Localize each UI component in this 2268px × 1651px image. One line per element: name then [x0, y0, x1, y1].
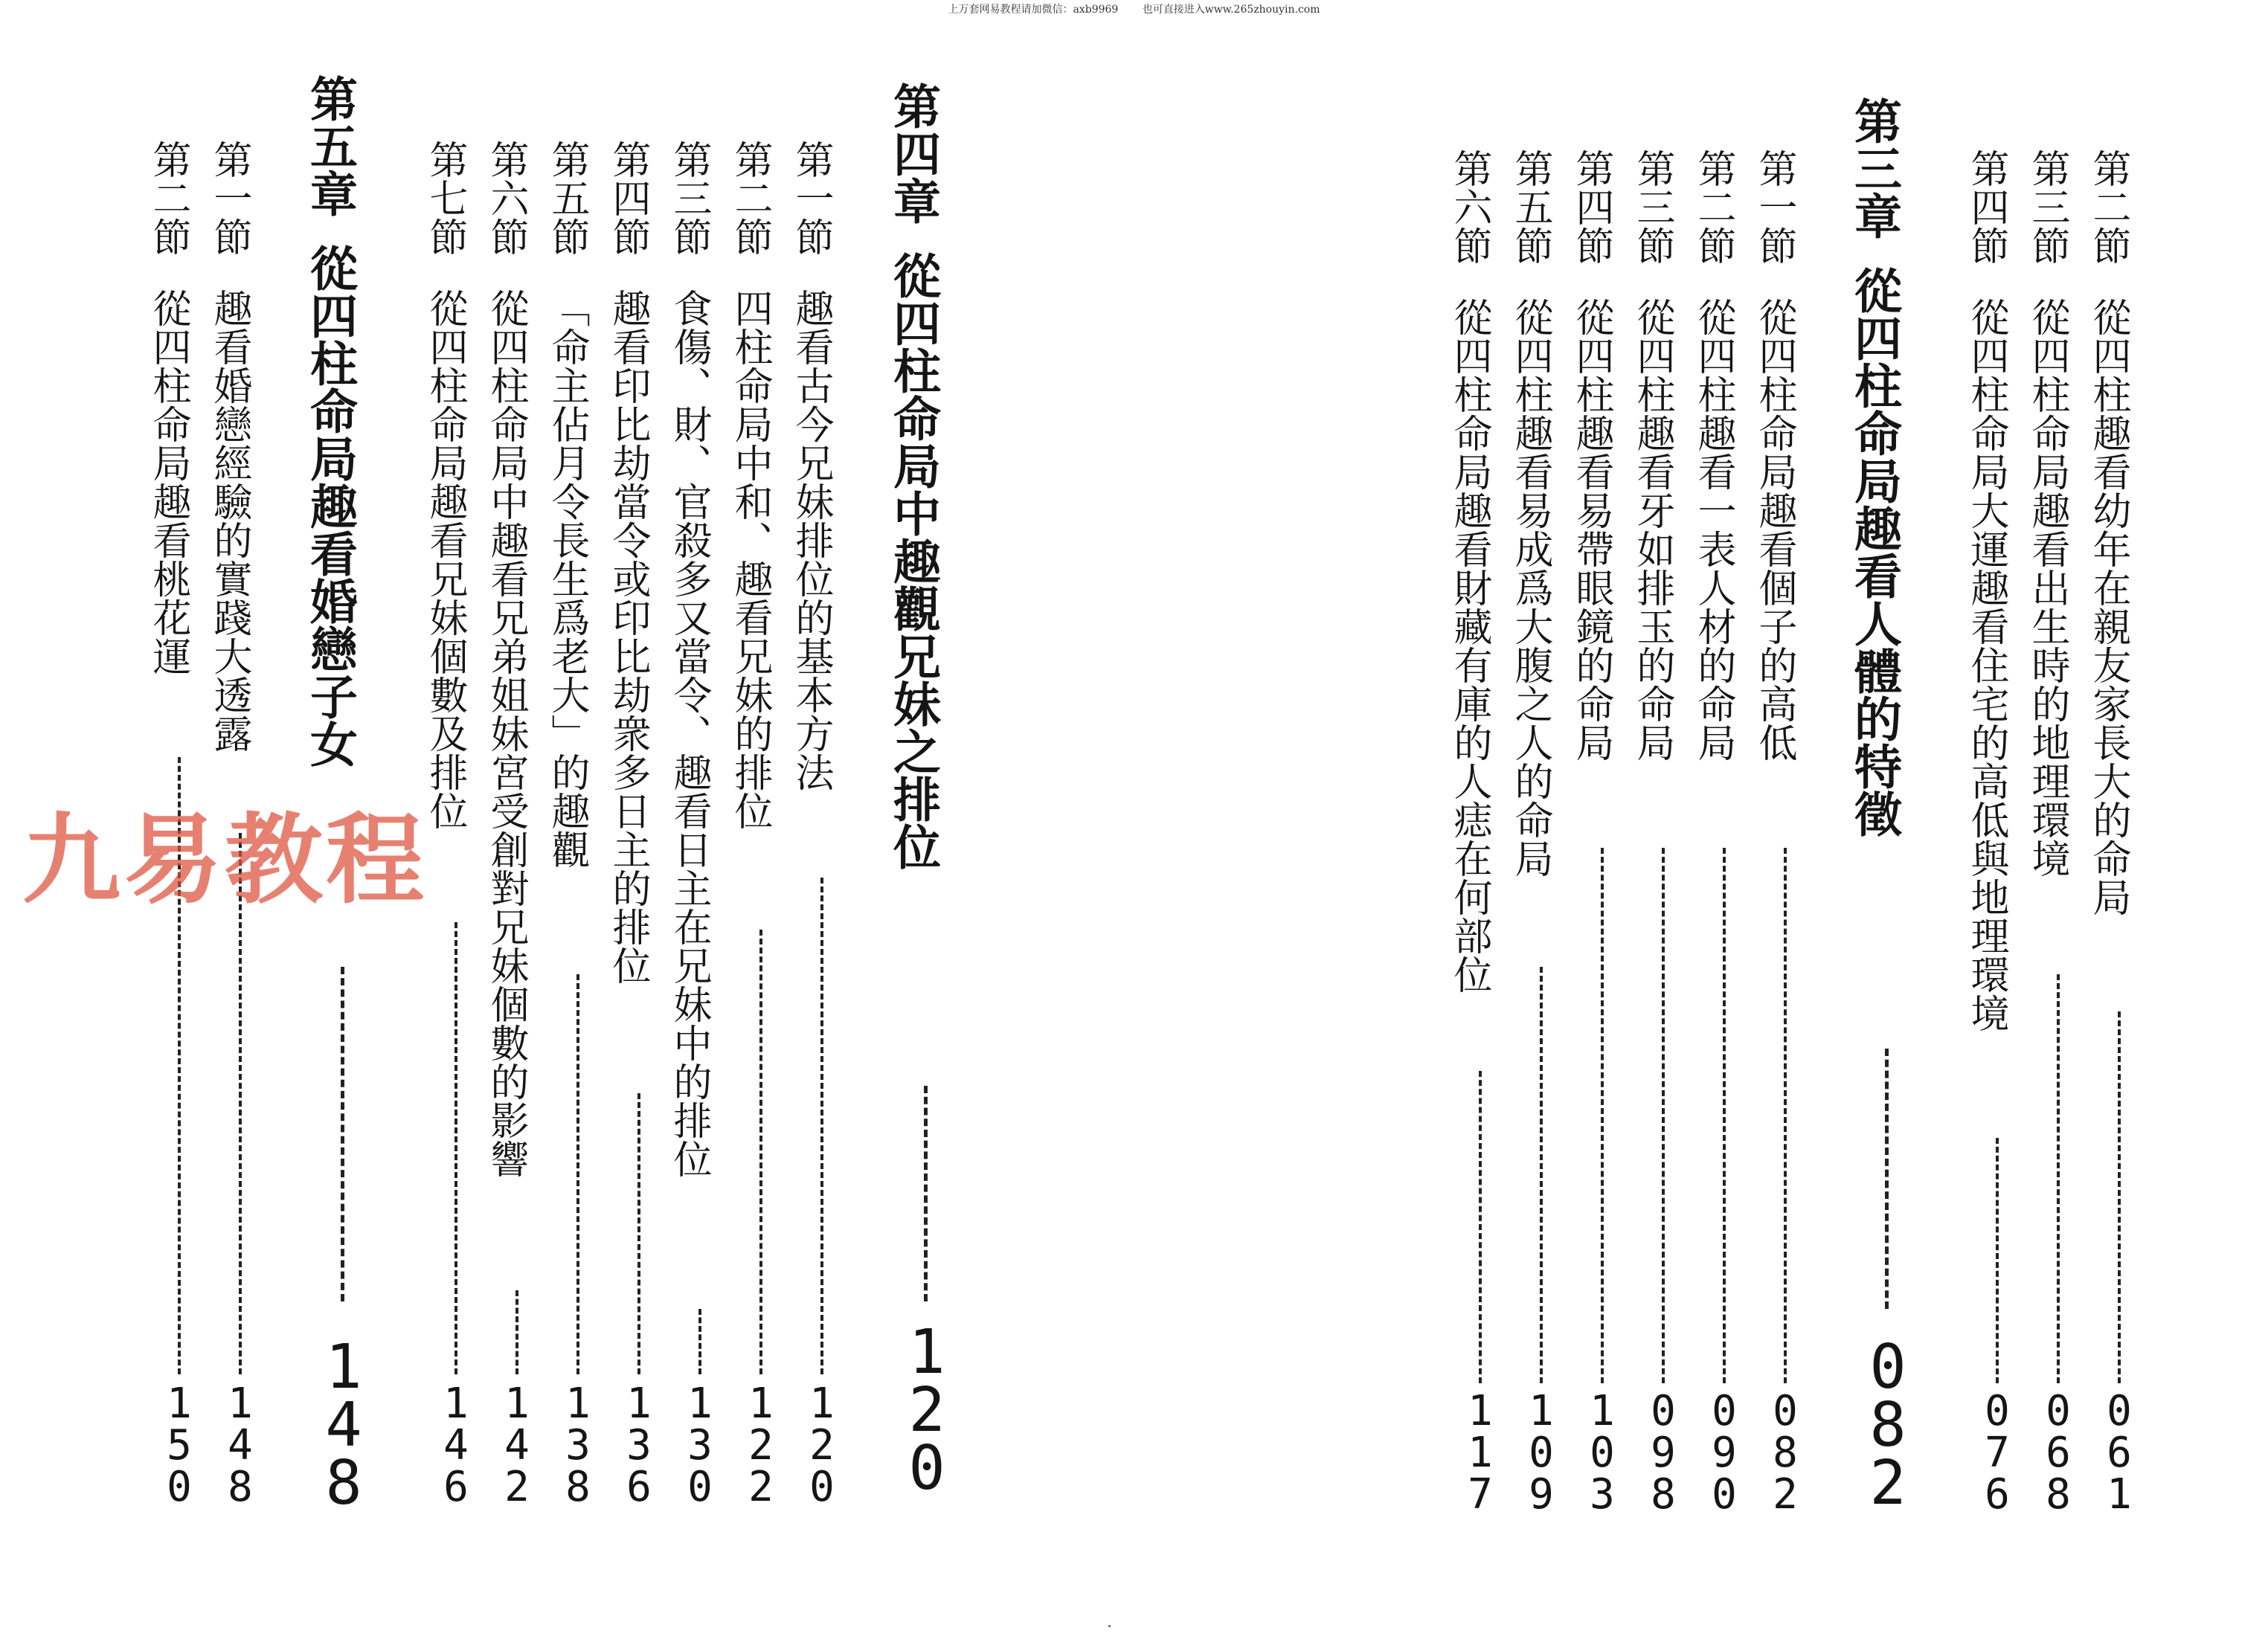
page-number: 1 2 0 — [809, 1380, 835, 1511]
page-number: 1 4 8 — [228, 1380, 253, 1511]
section-number: 第三節 — [2025, 149, 2069, 265]
section-title: 從四柱命局趣看桃花運 — [146, 289, 190, 675]
section-number: 第七節 — [423, 140, 467, 256]
dotted-leader — [1723, 848, 1726, 1383]
section-title: 四柱命局中和、趣看兄妹的排位 — [727, 289, 772, 830]
section-title: 從四柱命局趣看財藏有庫的人痣在何部位 — [1447, 297, 1491, 994]
toc-entry-ch4-sec5[interactable] — [544, 140, 589, 869]
section-title: 從四柱命局趣看個子的高低 — [1752, 297, 1796, 762]
toc-entry-ch5-sec2[interactable] — [146, 140, 190, 675]
dotted-leader — [1885, 1049, 1889, 1309]
chapter-page-number: 1 2 0 — [908, 1317, 945, 1504]
toc-entry-ch2-sec2[interactable] — [2086, 149, 2130, 916]
toc-entry-ch5-sec1[interactable] — [207, 140, 251, 753]
watermark-logo: 九易教程 — [22, 803, 427, 918]
section-title: 從四柱命局趣看兄妹個數及排位 — [423, 289, 467, 830]
toc-chapter-3[interactable] — [1846, 97, 1901, 837]
page-number: 1 0 3 — [1590, 1387, 1615, 1519]
section-title: 從四柱趣看易帶眼鏡的命局 — [1569, 297, 1613, 762]
chapter-title: 從四柱命局趣看婚戀子女 — [302, 244, 358, 767]
chapter-number: 第四章 — [885, 82, 941, 225]
page-number: 1 3 0 — [687, 1380, 713, 1511]
section-number: 第一節 — [1752, 149, 1796, 265]
dotted-leader — [2118, 1011, 2121, 1383]
chapter-page-number: 0 8 2 — [1869, 1332, 1906, 1519]
chapter-title: 從四柱命局趣看人體的特徵 — [1846, 266, 1902, 837]
page-number: 1 0 9 — [1529, 1387, 1554, 1519]
chapter-number: 第三章 — [1846, 97, 1902, 239]
dotted-leader — [1996, 1138, 1999, 1383]
toc-entry-ch4-sec3[interactable] — [666, 140, 711, 1178]
section-number: 第五節 — [1508, 149, 1552, 265]
toc-entry-ch3-sec2[interactable] — [1691, 149, 1735, 762]
dotted-leader — [1540, 967, 1543, 1383]
page-mark — [1108, 1625, 1111, 1627]
dotted-leader — [698, 1309, 701, 1374]
toc-entry-ch2-sec3[interactable] — [2025, 149, 2069, 878]
section-title: 從四柱命局趣看出生時的地理環境 — [2025, 297, 2069, 878]
toc-chapter-5[interactable] — [302, 74, 357, 767]
page-number: 0 6 1 — [2107, 1387, 2132, 1519]
chapter-page-number: 1 4 8 — [325, 1332, 362, 1519]
section-number: 第一節 — [788, 140, 833, 256]
toc-entry-ch4-sec1[interactable] — [788, 140, 833, 791]
toc-entry-ch3-sec4[interactable] — [1569, 149, 1613, 762]
section-number: 第六節 — [1447, 149, 1491, 265]
dotted-leader — [576, 974, 579, 1374]
page-number: 1 4 2 — [504, 1380, 530, 1511]
dotted-leader — [1601, 848, 1604, 1383]
page-number: 1 3 8 — [565, 1380, 591, 1511]
banner-wechat-text: 上万套网易教程请加微信：axb9969 — [948, 4, 1119, 16]
dotted-leader — [924, 1086, 928, 1301]
toc-chapter-4[interactable] — [885, 82, 940, 870]
section-title: 食傷、財、官殺多又當令、趣看日主在兄妹中的排位 — [666, 289, 711, 1178]
page-number: 0 7 6 — [1985, 1387, 2010, 1519]
dotted-leader — [637, 1093, 640, 1374]
section-title: 「命主佔月令長生爲老大」的趣觀 — [544, 289, 589, 869]
toc-entry-ch4-sec7[interactable] — [423, 140, 467, 830]
page-number: 0 8 2 — [1773, 1387, 1798, 1519]
section-title: 從四柱命局中趣看兄弟姐妹宮受創對兄妹個數的影響 — [484, 289, 528, 1178]
section-title: 趣看婚戀經驗的實踐大透露 — [207, 289, 251, 753]
banner-website-text: 也可直接进入www.265zhouyin.com — [1142, 4, 1320, 16]
section-title: 從四柱趣看易成爲大腹之人的命局 — [1508, 297, 1552, 878]
section-number: 第五節 — [544, 140, 589, 256]
section-title: 從四柱趣看牙如排玉的命局 — [1630, 297, 1674, 762]
dotted-leader — [341, 967, 344, 1301]
toc-entry-ch3-sec6[interactable] — [1447, 149, 1491, 994]
toc-entry-ch2-sec4[interactable] — [1964, 149, 2008, 1032]
toc-entry-ch4-sec4[interactable] — [605, 140, 650, 985]
dotted-leader — [515, 1290, 518, 1374]
page-number: 1 1 7 — [1468, 1387, 1493, 1519]
section-title: 從四柱命局大運趣看住宅的高低與地理環境 — [1964, 297, 2008, 1032]
dotted-leader — [1784, 848, 1787, 1383]
chapter-number: 第五章 — [302, 74, 358, 217]
toc-entry-ch4-sec2[interactable] — [727, 140, 772, 830]
page-number: 0 9 0 — [1712, 1387, 1737, 1519]
page-number: 1 5 0 — [167, 1380, 192, 1511]
section-title: 趣看古今兄妹排位的基本方法 — [788, 289, 833, 791]
section-number: 第六節 — [484, 140, 528, 256]
page-number: 1 4 6 — [443, 1380, 469, 1511]
dotted-leader — [1662, 848, 1665, 1383]
dotted-leader — [454, 922, 457, 1374]
page-number: 0 6 8 — [2046, 1387, 2071, 1519]
dotted-leader — [1479, 1071, 1482, 1383]
top-banner — [0, 1, 2268, 16]
toc-entry-ch4-sec6[interactable] — [484, 140, 528, 1178]
section-number: 第二節 — [727, 140, 772, 256]
toc-entry-ch3-sec3[interactable] — [1630, 149, 1674, 762]
section-number: 第二節 — [2086, 149, 2130, 265]
section-title: 從四柱趣看幼年在親友家長大的命局 — [2086, 297, 2130, 916]
section-number: 第四節 — [1569, 149, 1613, 265]
chapter-title: 從四柱命局中趣觀兄妹之排位 — [885, 251, 941, 870]
section-number: 第二節 — [146, 140, 190, 256]
section-number: 第三節 — [1630, 149, 1674, 265]
section-number: 第二節 — [1691, 149, 1735, 265]
dotted-leader — [759, 930, 762, 1374]
section-title: 從四柱趣看一表人材的命局 — [1691, 297, 1735, 762]
page-number: 1 2 2 — [748, 1380, 774, 1511]
page-number: 0 9 8 — [1651, 1387, 1676, 1519]
toc-entry-ch3-sec1[interactable] — [1752, 149, 1796, 762]
section-number: 第一節 — [207, 140, 251, 256]
section-title: 趣看印比劫當令或印比劫衆多日主的排位 — [605, 289, 650, 985]
section-number: 第四節 — [605, 140, 650, 256]
section-number: 第三節 — [666, 140, 711, 256]
page-number: 1 3 6 — [626, 1380, 652, 1511]
toc-entry-ch3-sec5[interactable] — [1508, 149, 1552, 878]
dotted-leader — [2057, 974, 2060, 1383]
section-number: 第四節 — [1964, 149, 2008, 265]
dotted-leader — [820, 878, 823, 1374]
